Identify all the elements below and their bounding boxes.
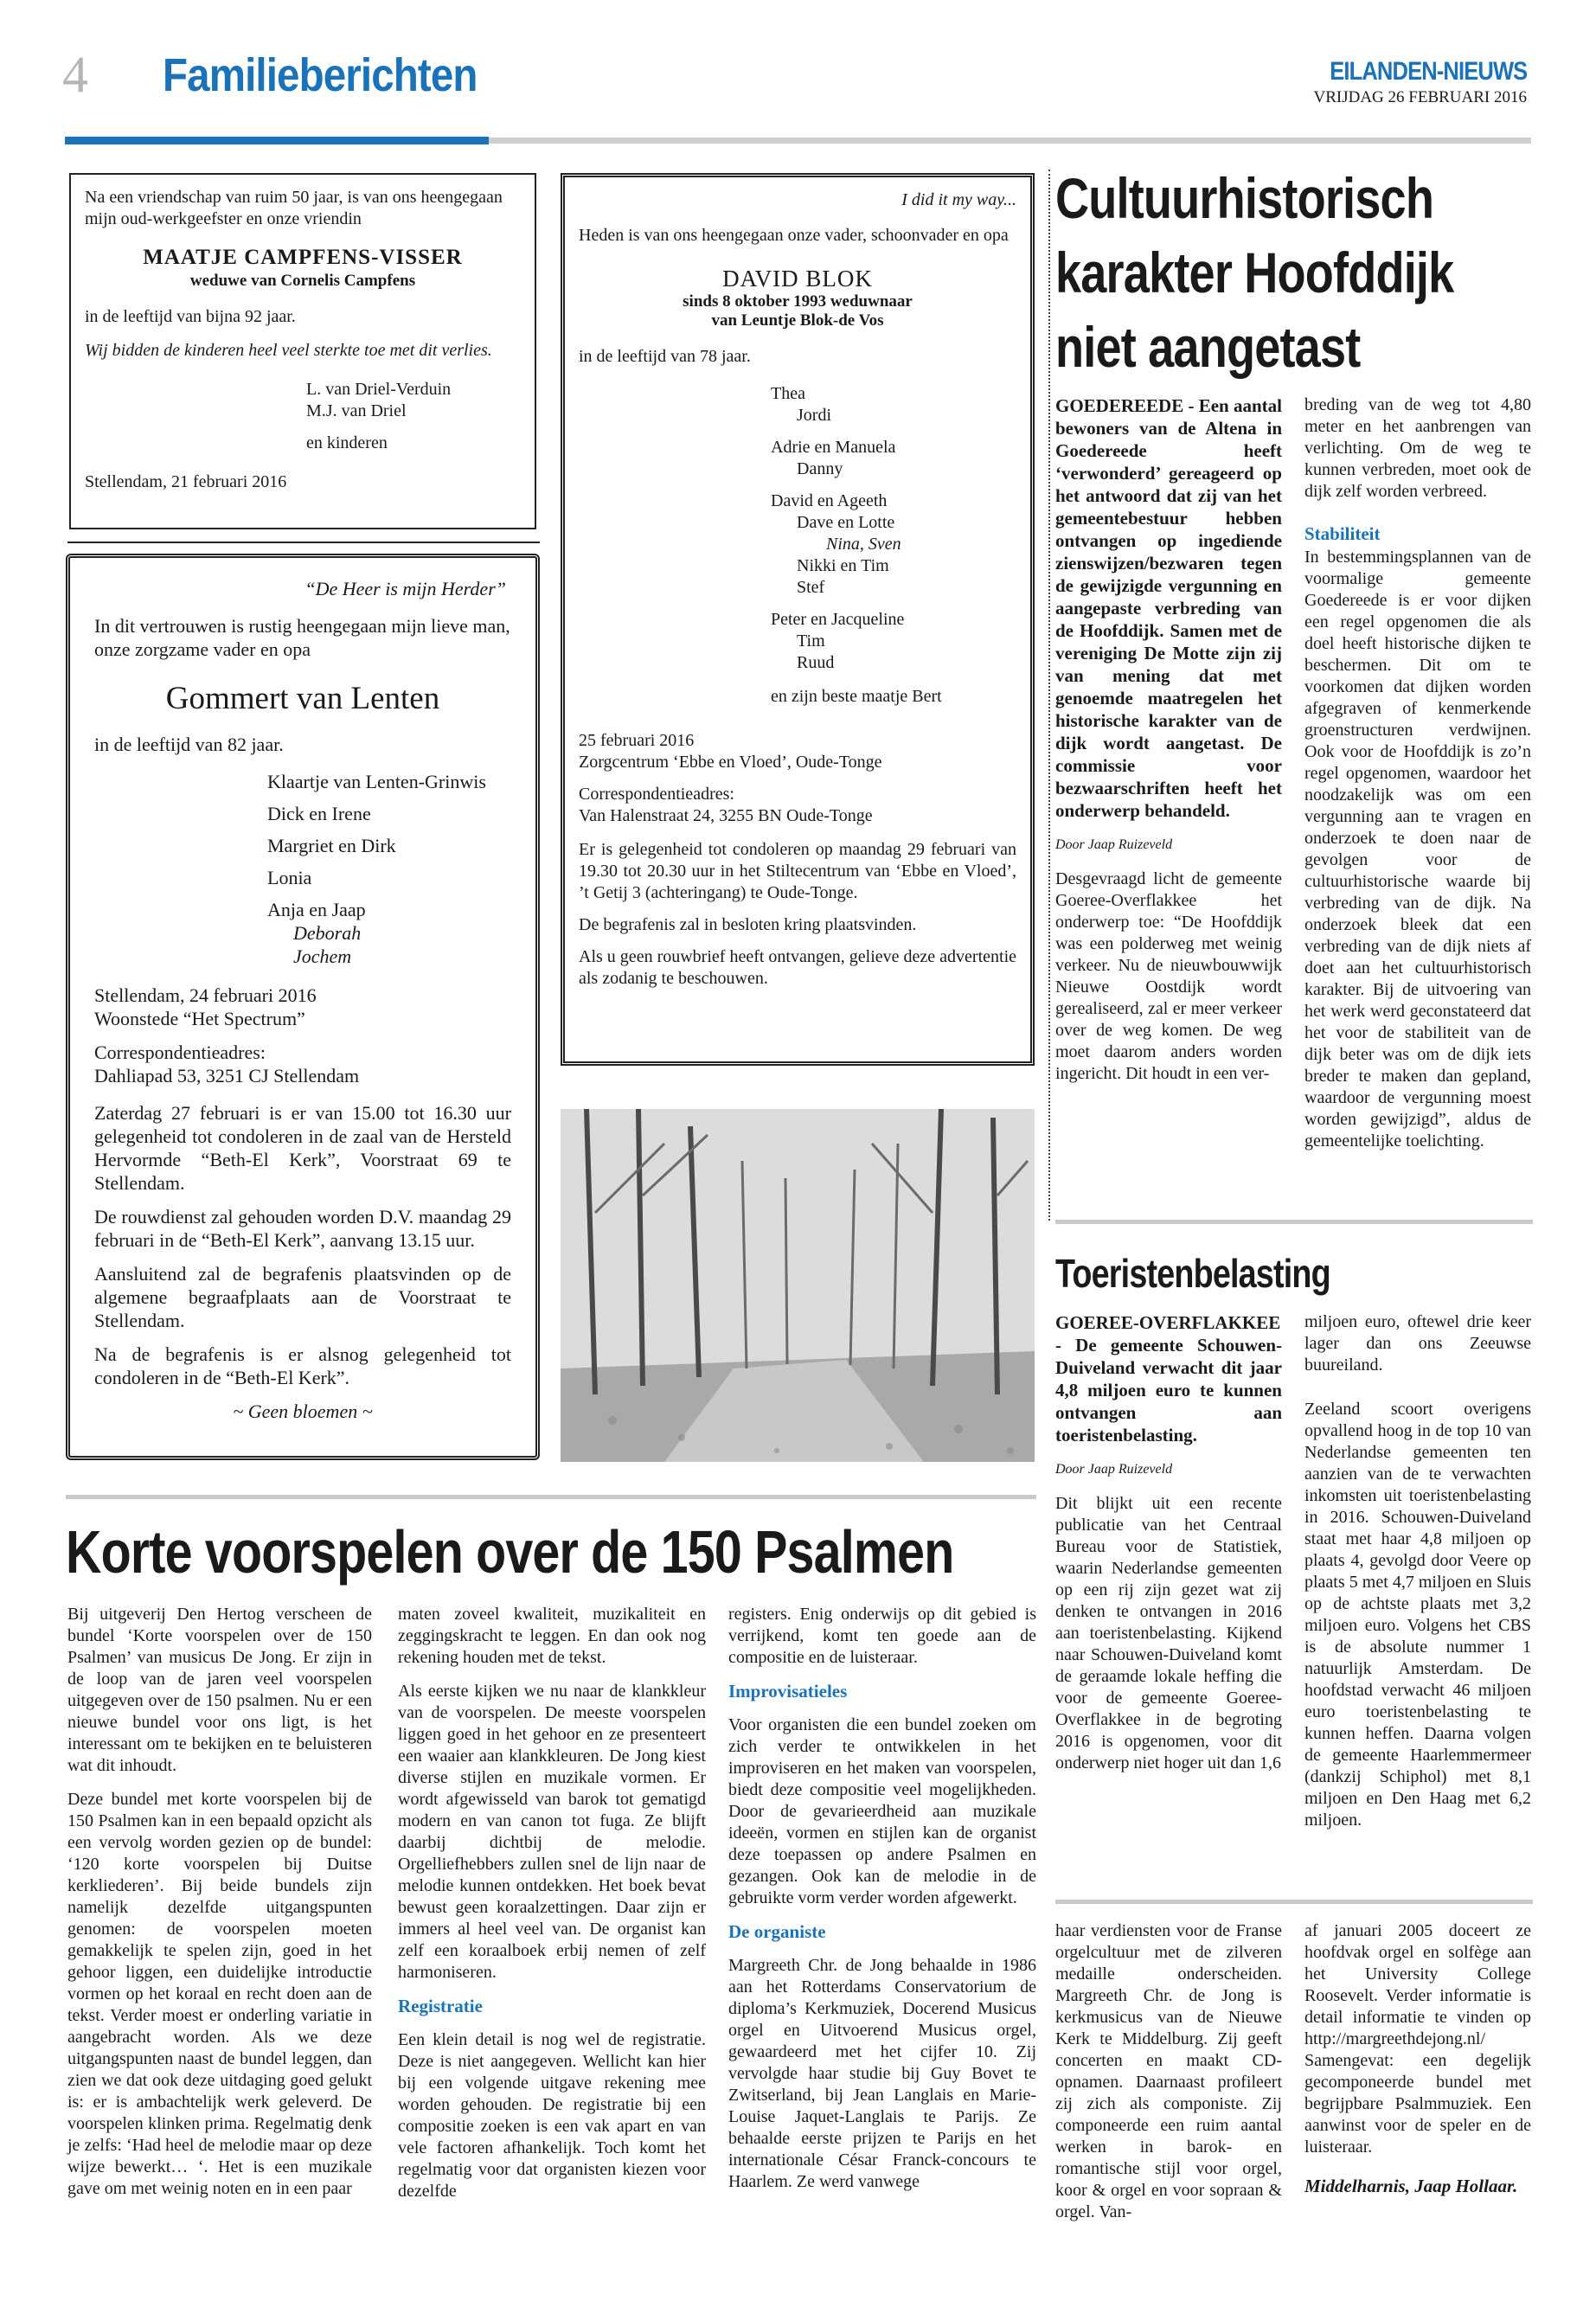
- place-date: Stellendam, 21 februari 2016: [85, 472, 287, 491]
- header-rule: [489, 138, 1531, 144]
- family-member: Dick en Irene: [267, 803, 371, 824]
- article-body: af januari 2005 doceert ze hoofdvak orgel en solfège aan het University College Roosevelt. Verder informatie is detail informatie te vinden op http://margreethdejong.nl/ Samengevat: een degelijk gecomponeerde bundel met begrijpbare Psalmmuziek. Een aanwinst voor de speler en de luisteraar.: [1304, 1921, 1531, 2157]
- article-body: Voor organisten die een bundel zoeken om zich verder te ontwikkelen in het improviseren en het maken van voorspelen, biedt deze compositie veel mogelijkheden. Door de gevarieerdheid aan muzikale ideeën, vormen en stijlen kan de organist deze toepassen op andere Psalmen en gezangen. Ook kan de melodie in de gebruikte vorm verder worden afgewerkt.: [728, 1715, 1036, 1907]
- article-subhead: De organiste: [728, 1921, 826, 1942]
- family-member: Lonia: [267, 867, 312, 888]
- signer: M.J. van Driel: [306, 401, 407, 420]
- spouse-line: sinds 8 oktober 1993 weduwnaar: [683, 292, 913, 311]
- article-subhead: Improvisatieles: [728, 1681, 848, 1702]
- notice-divider: [67, 542, 540, 543]
- deceased-name: DAVID BLOK: [722, 266, 873, 292]
- headline-line: Cultuurhistorisch: [1055, 166, 1434, 230]
- article-subhead: Stabiliteit: [1304, 523, 1381, 544]
- notice-place: Zorgcentrum ‘Ebbe en Vloed’, Oude-Tonge: [579, 753, 882, 772]
- notice-intro: In dit vertrouwen is rustig heengegaan mijn lieve man, onze zorgzame vader en opa: [94, 615, 510, 660]
- residence: Woonstede “Het Spectrum”: [94, 1008, 305, 1029]
- grandchild: Jochem: [293, 945, 352, 967]
- deceased-age: in de leeftijd van 78 jaar.: [579, 347, 751, 366]
- notice-motto: “De Heer is mijn Herder”: [304, 578, 506, 599]
- article-body: Margreeth Chr. de Jong behaalde in 1986 aan het Rotterdams Conservatorium de diploma’s Kerkmuziek, Docerend Musicus orgel en Uitvoerend Musicus orgel, gewaardeerd met het cijfer 10. Zij vervolgde haar studie bij Guy Bovet te Zwitserland, bij Jean Langlais en Marie-Louise Jaquet-Langlais te Parijs. Ze behaalde eerste prijzen te Parijs en het internationale César Franck-concours te Haarlem. Ze werd vanwege: [728, 1956, 1036, 2191]
- article-body: Zeeland scoort overigens opvallend hoog in de top 10 van Nederlandse gemeenten ten aanzien van de te verwachten inkomsten uit toeristenbelasting in 2016. Schouwen-Duiveland staat met haar 4,8 miljoen op plaats 4, gevolgd door Veere op plaats 5 met 4,7 miljoen en Sluis op de achtste plaats met 3,2 miljoen euro. Volgens het CBS is de absolute nummer 1 natuurlijk Amsterdam. De hoofdstad verwacht 46 miljoen euro toeristenbelasting te kunnen heffen. Daarna volgen de gemeente Haarlemmermeer (dankzij Schiphol) met 8,1 miljoen en Den Haag met 6,2 miljoen.: [1304, 1400, 1531, 1830]
- family-list: [771, 383, 1016, 708]
- family-member: Anja en Jaap: [267, 899, 366, 920]
- grandchild: Tim: [797, 631, 825, 651]
- burial-info: De begrafenis zal in besloten kring plaatsvinden.: [579, 915, 917, 934]
- forest-photo: [561, 1109, 1035, 1462]
- grandchild: Jordi: [797, 406, 831, 425]
- notice-intro: Na een vriendschap van ruim 50 jaar, is van ons heengegaan mijn oud-werkgeefster en onze vriendin: [85, 188, 503, 228]
- section-title: Familieberichten: [163, 49, 478, 101]
- deceased-age: in de leeftijd van bijna 92 jaar.: [85, 307, 296, 326]
- header-rule-accent: [65, 137, 489, 144]
- deceased-name: MAATJE CAMPFENS-VISSER: [143, 246, 463, 269]
- headline-line: karakter Hoofddijk: [1055, 240, 1454, 304]
- great-grandchild: Nina, Sven: [826, 535, 901, 554]
- article-body: Desgevraagd licht de gemeente Goeree-Overflakkee het onderwerp toe: “De Hoofddijk was een polderweg met weinig verkeer. Nu de nieuwbouwwijk Nieuwe Oostdijk wordt gerealiseerd, zal er meer verkeer over de weg komen. De weg moet daarom anders worden ingericht. Dit houdt in een ver-: [1055, 869, 1282, 1083]
- family-member: Peter en Jacqueline: [771, 610, 905, 629]
- notice-closing: ~ Geen bloemen ~: [233, 1400, 373, 1422]
- notice-blok: [561, 173, 1035, 1066]
- service-info: De rouwdienst zal gehouden worden D.V. maandag 29 februari in de “Beth-El Kerk”, aanvang 13.15 uur.: [94, 1206, 511, 1251]
- article-body: Als eerste kijken we nu naar de klankkleur van de voorspelen. De meeste voorspelen liggen goed in het gehoor en ze presenteert een waaier aan klankkleuren. De Jong kiest diverse stijlen en muzikale vormen. Er wordt afgewisseld van barok tot gematigd modern en van canon tot fuga. Ze blijft daarbij dichtbij de melodie. Orgelliefhebbers zullen snel de lijn naar de melodie kunnen ontdekken. Het boek bevat bewust geen koraalzettingen. Daar zijn er immers al heel veel van. De organist kan zelf een koraalboek erbij nemen of zelf harmoniseren.: [398, 1682, 706, 1982]
- article-body: miljoen euro, oftewel drie keer lager dan ons Zeeuwse buureiland.: [1304, 1312, 1531, 1375]
- article-body: registers. Enig onderwijs op dit gebied is verrijkend, komt ten goede aan de compositie en de luisteraar.: [728, 1605, 1036, 1667]
- friend: en zijn beste maatje Bert: [771, 687, 942, 706]
- grandchild: Ruud: [797, 653, 835, 672]
- family-member: Klaartje van Lenten-Grinwis: [267, 771, 486, 792]
- article-headline: Toeristenbelasting: [1055, 1251, 1330, 1296]
- grandchild: Deborah: [293, 922, 362, 944]
- article-body: Dit blijkt uit een recente publicatie van het Centraal Bureau voor de Statistiek, waarin Nederlandse gemeenten op een rij zijn gezet wat zij denken te ontvangen in 2016 aan toeristenbelasting. Kijkend naar Schouwen-Duiveland komt de geraamde lokale heffing die voor de gemeente Goeree-Overflakkee in de begroting 2016 is opgenomen, voor dit onderwerp niet hoger uit dan 1,6: [1055, 1494, 1282, 1772]
- family-member: David en Ageeth: [771, 491, 888, 510]
- newspaper-logo: EILANDEN-NIEUWS: [1329, 57, 1527, 86]
- article-body: maten zoveel kwaliteit, muzikaliteit en zeggingskracht te leggen. En dan ook nog rekening houden met de tekst.: [398, 1605, 706, 1667]
- notice-wish: Wij bidden de kinderen heel veel sterkte toe met dit verlies.: [85, 341, 492, 360]
- grandchild: Danny: [797, 459, 843, 478]
- issue-date: VRIJDAG 26 FEBRUARI 2016: [1313, 88, 1527, 106]
- article-separator: [66, 1495, 1036, 1499]
- grandchild: Dave en Lotte: [797, 513, 895, 532]
- article-lede: GOEREE-OVERFLAKKEE - De gemeente Schouwen-Duiveland verwacht dit jaar 4,8 miljoen euro te kunnen ontvangen aan toeristenbelasting.: [1055, 1312, 1282, 1445]
- article-column: [1304, 1920, 1531, 2209]
- grandchild: Stef: [797, 578, 825, 597]
- address: Dahliapad 53, 3251 CJ Stellendam: [94, 1065, 360, 1086]
- article-separator: [1055, 1900, 1533, 1904]
- notice-campfens: [69, 173, 536, 529]
- deceased-spouse: weduwe van Cornelis Campfens: [189, 272, 416, 290]
- article-headline: [1055, 161, 1495, 384]
- article-body: Deze bundel met korte voorspelen bij de 150 Psalmen kan in een bepaald opzicht als een vervolg worden gezien op de bundel: ‘120 korte voorspelen bij Duitse kerkliederen’. Bij beide bundels zijn namelijk dezelfde uitgangspunten genomen: de voorspelen moeten gemakkelijk te spelen zijn, goed in het gehoor liggen, een duidelijke introductie vormen op het koraal en recht doen aan de tekst. Verder moest er onderling variatie in aangebracht worden. Als we deze uitgangspunten naast de bundel leggen, dan zien we dat ook deze uitdaging goed gelukt is: er is ambachtelijk werk geleverd. De voorspelen klinken prima. Regelmatig denk je zelfs: ‘Had heel de melodie maar op deze wijze bewerkt… ‘. Het is een muzikale gave om met weinig noten en in een paar: [67, 1790, 372, 2198]
- signers: [306, 379, 521, 454]
- signer: L. van Driel-Verduin: [306, 380, 452, 399]
- forest-photo-image: [561, 1109, 1035, 1462]
- column-divider: [1048, 170, 1050, 1221]
- article-separator: [1055, 1220, 1533, 1224]
- grandchild: Nikki en Tim: [797, 556, 889, 575]
- condolence-info: Zaterdag 27 februari is er van 15.00 tot 16.30 uur gelegenheid tot condoleren in de zaal van de Hersteld Hervormde “Beth-El Kerk”, Voorstraat 69 te Stellendam.: [94, 1102, 511, 1194]
- notice-date: 25 februari 2016: [579, 731, 695, 750]
- address-label: Correspondentieadres:: [579, 785, 734, 804]
- family-list: [267, 770, 511, 968]
- article-byline: Door Jaap Ruizeveld: [1055, 1462, 1173, 1477]
- article-body: haar verdiensten voor de Franse orgelcultuur met de zilveren medaille onderscheiden. Margreeth Chr. de Jong is kerkmusicus van de Nieuwe Kerk te Middelburg. Zij geeft concerten en maakt CD-opnamen. Daarnaast profileert zij zich als componiste. Zij componeerde een ruim aantal werken in barok- en romantische stijl voor orgel, koor & orgel en voor sopraan & orgel. Van-: [1055, 1921, 1282, 2221]
- article-column: [1055, 394, 1282, 1085]
- signer: en kinderen: [306, 433, 388, 452]
- place-date: Stellendam, 24 februari 2016: [94, 984, 317, 1006]
- article-lede: GOEDEREEDE - Een aantal bewoners van de Altena in Goedereede heeft ‘verwonderd’ gereageerd op het antwoord dat zij van het gemeentebestuur hebben ontvangen op ingediende zienswijzen/bezwaren tegen de gewijzigde vergunning en aangepaste verbreding van de Hoofddijk. Samen met de vereniging De Motte zijn zij van mening dat met genoemde maatregelen het historische karakter van de dijk wordt aangetast. De commissie voor bezwaarschriften heeft het onderwerp behandeld.: [1055, 395, 1282, 821]
- article-column: [1055, 1311, 1282, 1774]
- condolence-info: Er is gelegenheid tot condoleren op maandag 29 februari van 19.30 tot 20.30 uur in het Stiltecentrum van ‘Ebbe en Vloed’, ’t Getij 3 (achteringang) te Oude-Tonge.: [579, 840, 1016, 902]
- spouse-line: van Leuntje Blok-de Vos: [711, 311, 884, 330]
- notice-intro: Heden is van ons heengegaan onze vader, schoonvader en opa: [579, 226, 1009, 245]
- article-column: [1055, 1920, 1282, 2235]
- article-column: [67, 1604, 372, 2212]
- family-member: Margriet en Dirk: [267, 835, 396, 856]
- article-headline: Korte voorspelen over de 150 Psalmen: [66, 1518, 954, 1586]
- family-member: Adrie en Manuela: [771, 438, 896, 457]
- deceased-name: Gommert van Lenten: [165, 681, 440, 716]
- deceased-age: in de leeftijd van 82 jaar.: [94, 734, 284, 755]
- page-number: 4: [62, 46, 88, 103]
- article-body: Een klein detail is nog wel de registratie. Deze is niet aangegeven. Wellicht kan hier bij een volgende uitgave rekening mee worden gehouden. De registratie bij een compositie zoeken is een vak apart en van vele factoren afhankelijk. Toch komt het regelmatig voor dat organisten kiezen voor dezelfde: [398, 2030, 706, 2201]
- burial-info: Aansluitend zal de begrafenis plaatsvinden op de algemene begraafplaats aan de Voorstraat te Stellendam.: [94, 1263, 511, 1331]
- notice-motto: I did it my way...: [901, 190, 1016, 209]
- article-body: breding van de weg tot 4,80 meter en het aanbrengen van verlichting. Om de weg te kunnen verbreden, moet ook de dijk zelf worden verbreed.: [1304, 395, 1531, 501]
- article-column: [1304, 394, 1531, 1152]
- headline-line: niet aangetast: [1055, 315, 1361, 379]
- address: Van Halenstraat 24, 3255 BN Oude-Tonge: [579, 806, 873, 825]
- article-subhead: Registratie: [398, 1996, 483, 2016]
- article-column: [728, 1604, 1036, 2205]
- article-signature: Middelharnis, Jaap Hollaar.: [1304, 2176, 1518, 2196]
- article-body: Bij uitgeverij Den Hertog verscheen de bundel ‘Korte voorspelen over de 150 Psalmen’ van musicus De Jong. Er zijn in de loop van de jaren veel voorspelen uitgegeven over de 150 psalmen. Nu er een nieuwe bundel voor ons ligt, is het interessant om te bekijken en te beluisteren wat dit inhoudt.: [67, 1605, 372, 1775]
- after-burial-info: Na de begrafenis is er alsnog gelegenheid tot condoleren in de “Beth-El Kerk”.: [94, 1343, 511, 1388]
- notice-van-lenten: [66, 554, 540, 1460]
- letter-info: Als u geen rouwbrief heeft ontvangen, gelieve deze advertentie als zodanig te beschouwen.: [579, 947, 1016, 988]
- article-byline: Door Jaap Ruizeveld: [1055, 837, 1173, 852]
- article-body: In bestemmingsplannen van de voormalige gemeente Goedereede is er voor dijken een regel opgenomen die als doel heeft historische dijken te beschermen. Dit om te voorkomen dat dijken worden afgegraven of kenmerkende groenstructuren verdwijnen. Ook voor de Hoofddijk is zo’n regel opgenomen, waardoor het noodzakelijk was om een vergunning aan te vragen en onderzoek te doen naar de gevolgen voor de cultuurhistorische waarde bij verbreding van de dijk. Na onderzoek bleek dat een verbreding van de dijk niets af doet aan het cultuurhistorisch karakter. Bij de uitvoering van het werk werd geconstateerd dat het voor de stabiliteit van de dijk beter was om de dijk iets breder te maken dan gepland, waardoor de vergunning moest worden gewijzigd”, aldus de gemeentelijke toelichting.: [1304, 548, 1531, 1150]
- article-column: [1304, 1311, 1531, 1831]
- article-column: [398, 1604, 706, 2214]
- address-label: Correspondentieadres:: [94, 1042, 266, 1063]
- family-member: Thea: [771, 384, 805, 403]
